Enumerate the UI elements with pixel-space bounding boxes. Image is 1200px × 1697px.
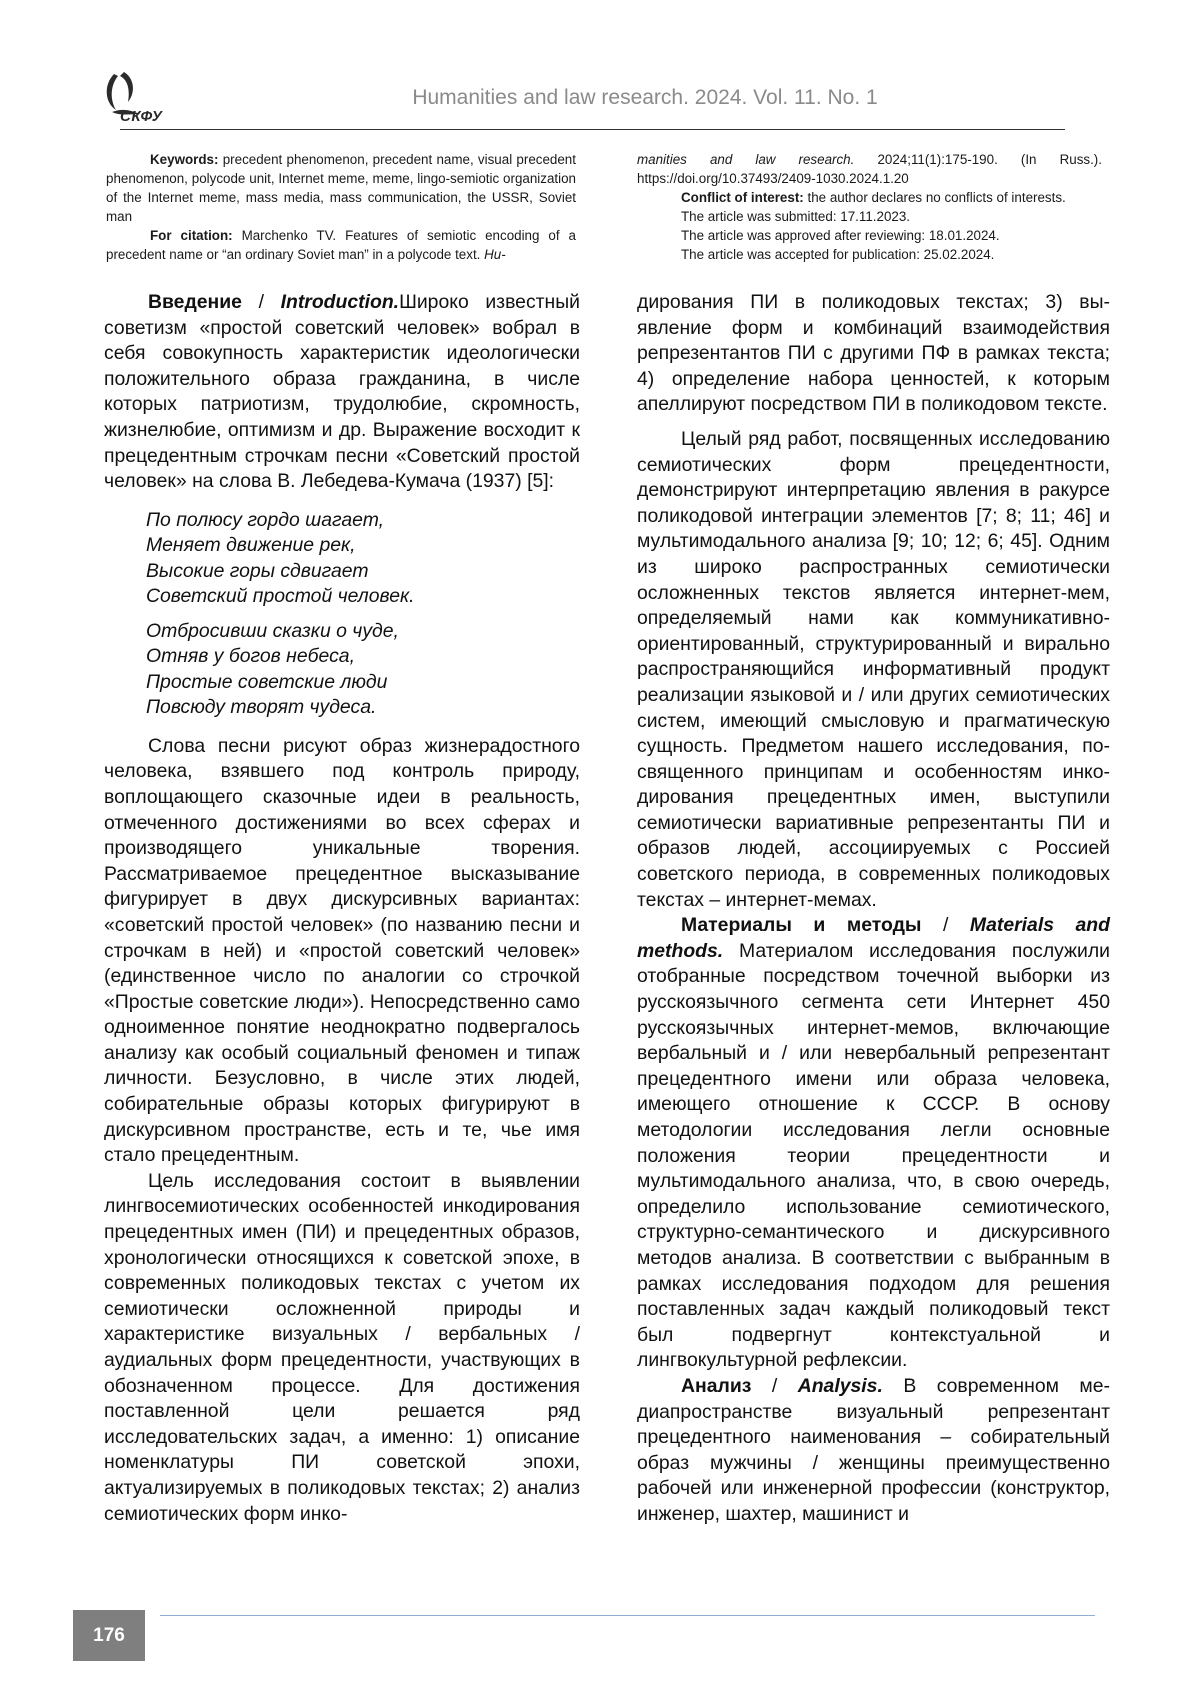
methods-heading-ru: Материалы и методы	[681, 914, 922, 937]
citation-text: Marchenko TV. Features of semiotic encoding of a precedent name or “an ordinary Soviet man” in a polycode text.	[106, 228, 576, 262]
header-divider	[120, 129, 1065, 130]
heading-separator: /	[751, 1374, 798, 1397]
keywords	[106, 150, 576, 226]
journal-title: Humanities and law research. 2024. Vol. 11. No. 1	[412, 86, 878, 109]
body-column-left	[104, 290, 580, 1527]
body-column-right	[637, 290, 1110, 1528]
accepted-date: The article was accepted for publication: 25.02.2024.	[681, 247, 995, 262]
introduction-paragraph	[104, 290, 580, 495]
methods-paragraph	[637, 913, 1110, 1374]
citation-label: For citation:	[150, 228, 233, 243]
page-number: 176	[73, 1610, 145, 1661]
analysis-paragraph	[637, 1374, 1110, 1528]
citation	[106, 226, 576, 264]
citation-journal-name: manities and law research.	[637, 152, 855, 167]
citation-doi[interactable]: 2024;11(1):175-190. (In Russ.). https://doi.org/10.37493/2409-1030.2024.1.20	[637, 152, 1102, 186]
keywords-label: Keywords:	[150, 152, 219, 167]
keywords-text: precedent phenomenon, precedent name, visual precedent phenomenon, polycode unit, Internet meme, meme, lingo-semiotic organization of the Internet meme, mass media, mass communication, the USSR, Soviet man	[106, 152, 576, 224]
footer-divider	[160, 1615, 1095, 1616]
introduction-heading-ru: Введение	[148, 291, 242, 313]
conflict-label: Conflict of interest:	[681, 190, 804, 205]
poem-line: Простые советские люди	[146, 670, 388, 693]
citation-journal-part: Hu-	[484, 247, 506, 262]
body-paragraph: Слова песни рисуют образ жизнерадостного человека, взявшего под контроль природу, воплощающего сказочные идеи в реальность, отмеченного достижениями во всех сферах и производящего уникальные творения. Рассматриваемое прецедентное высказывание фигурирует в двух дискурсивных вариантах: «советский простой человек» (по названию песни и строчкам в ней) и «простой советский человек» (единственное число по аналогии со строчкой «Простые советские люди»). Непосредственно само одноименное понятие неоднократно подвергалось анализу как особый социальный феномен и типаж личности. Безусловно, в числе этих людей, собирательные образы которых фигурируют в дискурсивном пространстве, есть и те, чье имя стало прецедентным.	[104, 734, 580, 1167]
article-meta-left	[106, 150, 576, 264]
poem-line: Повсюду творят чудеса.	[146, 696, 377, 719]
citation-continued	[637, 150, 1102, 188]
logo-text: СКФУ	[120, 108, 163, 125]
analysis-text: В современном медиапространстве визуальный репрезентант прецедентного наименования – собирательный образ мужчины / женщины преимущественно рабочей или инженерной профессии (конструктор, инженер, шахтер, машинист и	[637, 1374, 1110, 1525]
introduction-text: Широко известный советизм «простой советский человек» вобрал в себя совокупность характеристик идеологически положительного образа гражданина, в числе которых патриотизм, трудолюбие, скромность, жизнелюбие, оптимизм и др. Выражение восходит к прецедентным строчкам песни «Советский простой человек» на слова В. Лебедева-Кумача (1937) [5]:	[104, 291, 580, 493]
poem-line: Советский простой человек.	[146, 585, 415, 608]
introduction-heading-en: Introduction.	[280, 291, 400, 313]
conflict-text: the author declares no conflicts of interests.	[807, 190, 1066, 205]
body-paragraph-continued: дирования ПИ в поликодовых текстах; 3) выявление форм и комбинаций взаимодействия репрезентантов ПИ с другими ПФ в рамках текста; 4) определение набора ценностей, к которым апеллируют посредством ПИ в поликодовом тексте.	[637, 291, 1110, 416]
conflict-of-interest	[637, 188, 1102, 207]
article-meta-right	[637, 150, 1102, 264]
poem-line: Высокие горы сдвигает	[146, 559, 369, 582]
poem-stanza-1	[146, 508, 580, 610]
poem-line: Отняв у богов небеса,	[146, 645, 355, 668]
analysis-heading-en: Analysis.	[797, 1374, 883, 1397]
analysis-heading-ru: Анализ	[681, 1374, 752, 1397]
poem-line: По полюсу гордо шагает,	[146, 508, 385, 531]
methods-text: Материалом исследования послужили отобранные посредством точечной выборки из русскоязычного сегмента сети Интернет 450 русскоязычных интернет-мемов, включающие вербальный и / или невербальный репрезентант прецедентного имени или образа человека, имеющего отношение к СССР. В основу методологии исследования легли основные положения теории прецедентности и мультимодального анализа, что, в свою очередь, определило использование семиотического, структурно-семантического и дискурсивного методов анализа. В соответствии с выбранным в рамках исследования подходом для решения поставленных задач каждый поликодовый текст был подвергнут контекстуальной и лингвокультурной рефлексии.	[637, 939, 1110, 1372]
submitted-date: The article was submitted: 17.11.2023.	[681, 209, 911, 224]
poem-line: Меняет движение рек,	[146, 534, 356, 557]
poem-stanza-2	[146, 619, 580, 721]
research-aim-paragraph: Цель исследования состоит в выявлении лингвосемиотических особенностей инкодирования прецедентных имен (ПИ) и прецедентных образов, хронологически относящихся к советской эпохе, в современных поликодовых текстах с учетом их семиотически осложненной природы и характеристике визуальных / вербальных / аудиальных форм прецедентности, участвующих в обозначенном процессе. Для достижения поставленной цели решается ряд исследовательских задач, а именно: 1) описание номенклатуры ПИ советской эпохи, актуализируемых в поликодовых текстах; 2) анализ семиотических форм инко-	[104, 1169, 580, 1525]
methods-heading-en: Materials and methods.	[637, 914, 1110, 962]
heading-separator: /	[921, 914, 970, 937]
body-paragraph: Целый ряд работ, посвященных исследованию семиотических форм прецедентности, демонстрируют интерпретацию явления в ракурсе поликодовой интеграции элементов [7; 8; 11; 46] и мультимодального анализа [9; 10; 12; 6; 45]. Одним из широко распространных семиотически осложненных текстов является интернет-мем, определяемый нами как коммуникативно-ориентированный, структурированный и вирально распространяющийся информативный продукт реализации языковой и / или других семиотических систем, имеющий смысловую и прагматическую сущность. Предметом нашего исследования, посвященного принципам и особенностям инкодирования прецедентных имен, выступили семиотически вариативные репрезентанты ПИ и образов людей, ассоциируемых с Россией советского периода, в современных поликодовых текстах – интернет-мемах.	[637, 427, 1110, 911]
poem-line: Отбросивши сказки о чуде,	[146, 619, 399, 642]
heading-separator: /	[241, 291, 281, 313]
approved-date: The article was approved after reviewing: 18.01.2024.	[681, 228, 1000, 243]
